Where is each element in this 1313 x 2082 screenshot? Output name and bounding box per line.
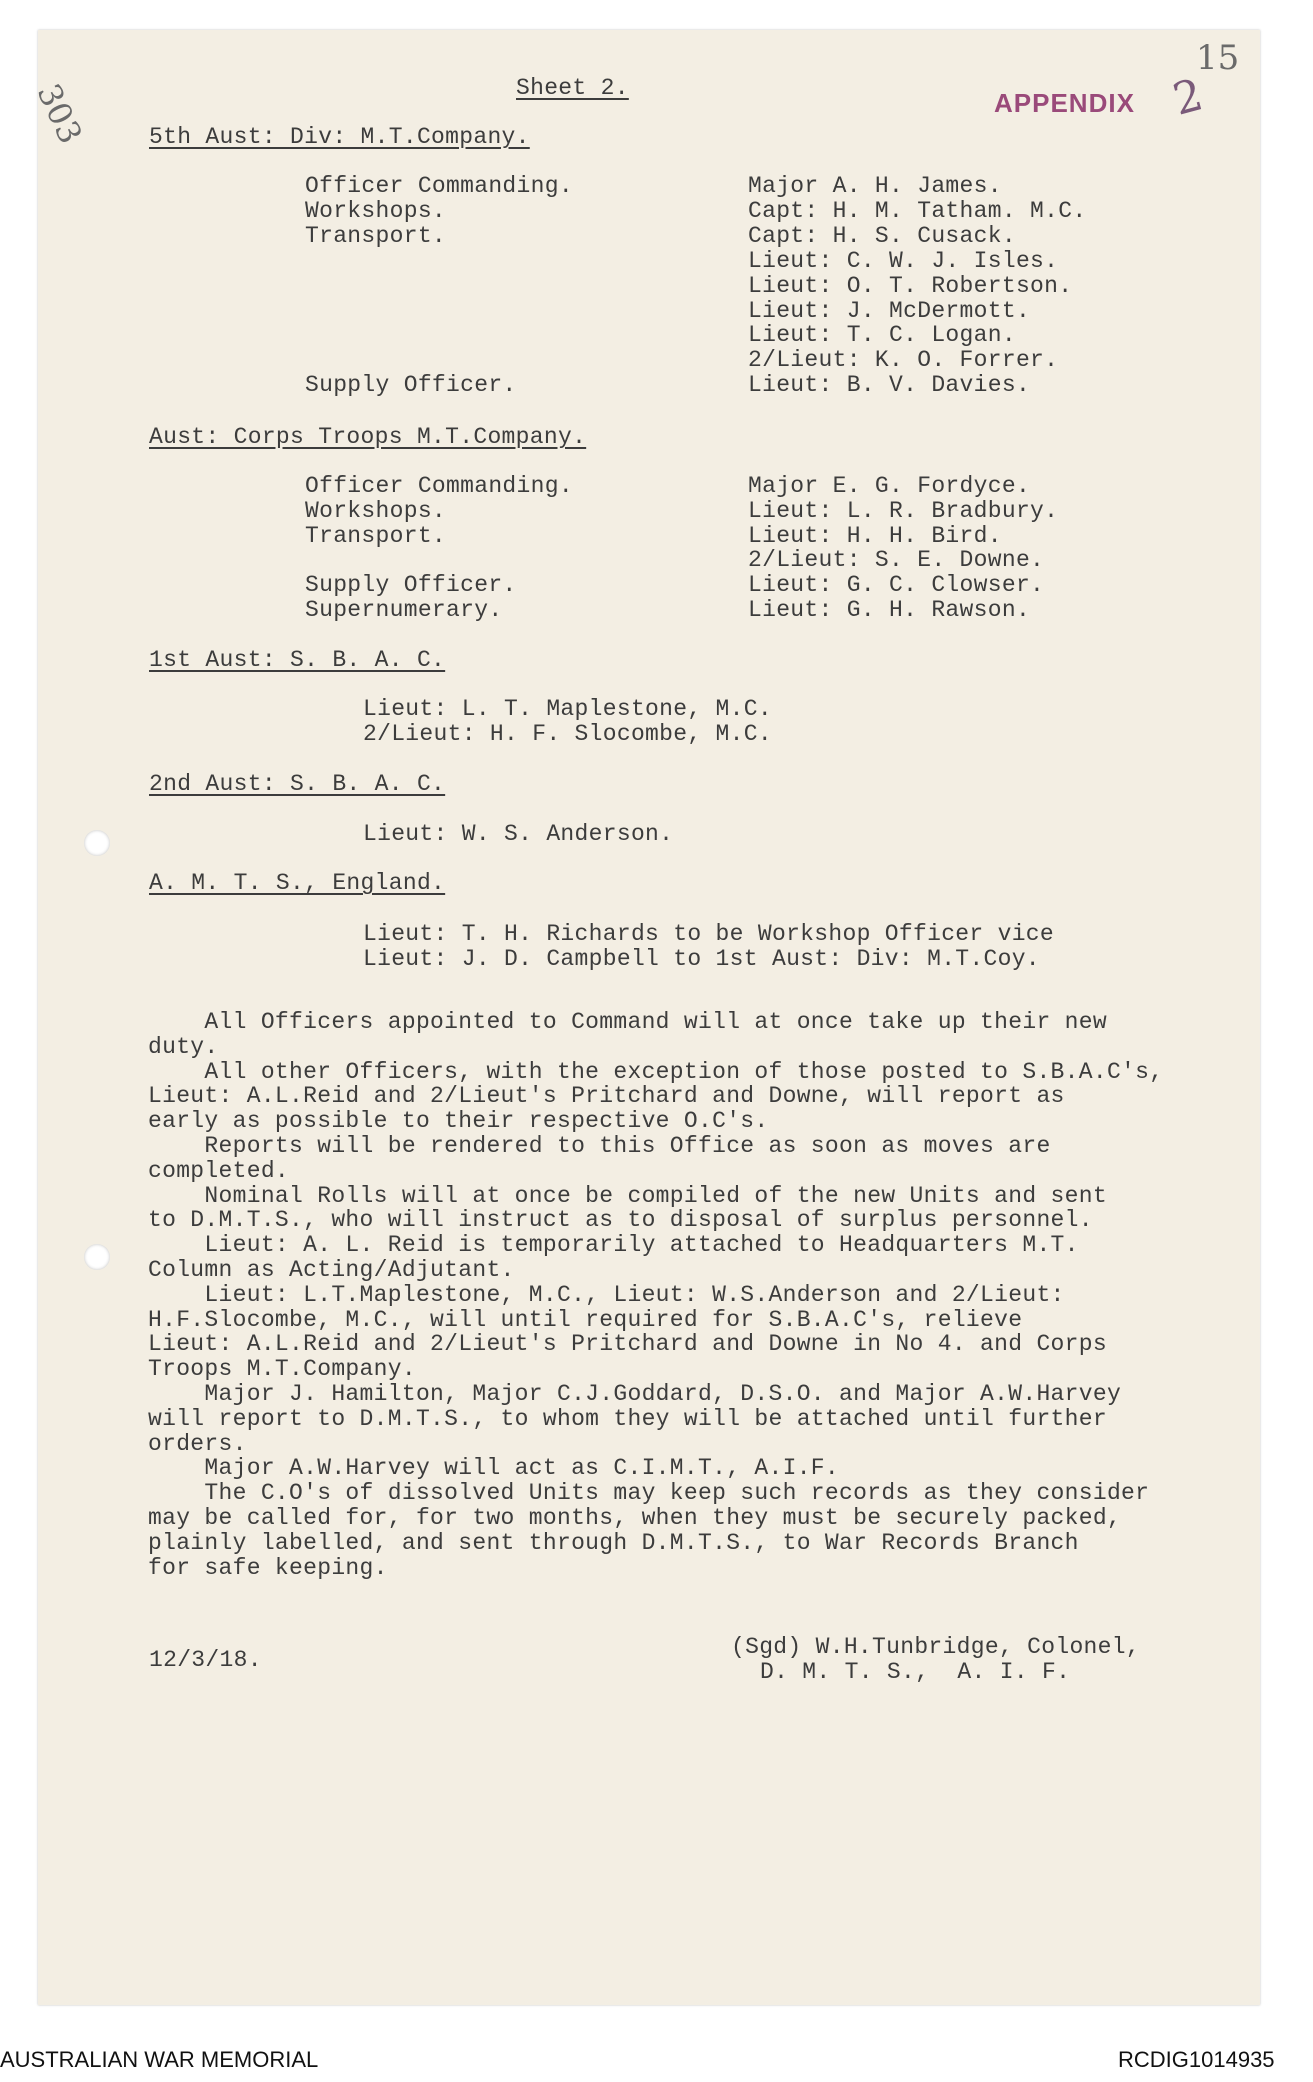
handwritten-folio-number: 303 xyxy=(29,78,90,150)
body-text-line: plainly labelled, and sent through D.M.T.S., to War Records Branch xyxy=(148,1529,1079,1556)
sheet-title: Sheet 2. xyxy=(516,75,629,101)
body-text-line: All Officers appointed to Command will at once take up their new xyxy=(148,1009,1107,1035)
corps-role: Workshops. xyxy=(305,497,447,524)
body-text-line: The C.O's of dissolved Units may keep such records as they consider xyxy=(148,1480,1150,1507)
body-text-line: Major A.W.Harvey will act as C.I.M.T., A.I.F. xyxy=(148,1455,840,1482)
body-text-line: will report to D.M.T.S., to whom they will be attached until further xyxy=(148,1405,1107,1432)
sbac2-line: Lieut: W. S. Anderson. xyxy=(363,821,674,847)
body-text-line: duty. xyxy=(148,1033,219,1060)
body-text-line: Troops M.T.Company. xyxy=(148,1356,416,1383)
div5-officer: Lieut: O. T. Robertson. xyxy=(748,272,1073,299)
handwritten-page-number: 15 xyxy=(1196,38,1240,78)
sbac1-line: Lieut: L. T. Maplestone, M.C. xyxy=(363,696,772,722)
body-text-line: Lieut: A. L. Reid is temporarily attached to Headquarters M.T. xyxy=(148,1232,1079,1259)
corps-officer: Major E. G. Fordyce. xyxy=(748,473,1031,499)
signature-title: D. M. T. S., A. I. F. xyxy=(760,1659,1071,1685)
div5-role: Officer Commanding. xyxy=(305,173,573,199)
div5-officer: 2/Lieut: K. O. Forrer. xyxy=(748,347,1059,374)
amts-line: Lieut: J. D. Campbell to 1st Aust: Div: M.T.Coy. xyxy=(363,946,1040,972)
body-text-line: Lieut: L.T.Maplestone, M.C., Lieut: W.S.Anderson and 2/Lieut: xyxy=(148,1281,1065,1308)
footer-archive-name: AUSTRALIAN WAR MEMORIAL xyxy=(0,2047,319,2072)
body-text-line: Lieut: A.L.Reid and 2/Lieut's Pritchard and Downe in No 4. and Corps xyxy=(148,1331,1107,1358)
div5-officer: Capt: H. M. Tatham. M.C. xyxy=(748,197,1087,224)
body-text-line: Column as Acting/Adjutant. xyxy=(148,1257,515,1283)
div5-officer: Lieut: C. W. J. Isles. xyxy=(748,247,1059,274)
div5-role: Supply Officer. xyxy=(305,372,517,399)
punch-hole xyxy=(84,1244,110,1270)
div5-officer: Capt: H. S. Cusack. xyxy=(748,222,1016,249)
section-heading-amts-england: A. M. T. S., England. xyxy=(149,870,446,896)
div5-officer: Lieut: T. C. Logan. xyxy=(748,322,1016,349)
section-heading-2nd-sbac: 2nd Aust: S. B. A. C. xyxy=(149,771,446,797)
corps-role: Transport. xyxy=(305,522,447,549)
corps-officer: 2/Lieut: S. E. Downe. xyxy=(748,547,1045,574)
body-text-line: H.F.Slocombe, M.C., will until required for S.B.A.C's, relieve xyxy=(148,1306,1023,1333)
corps-role: Supernumerary. xyxy=(305,597,503,623)
body-text-line: Lieut: A.L.Reid and 2/Lieut's Pritchard and Downe, will report as xyxy=(148,1083,1065,1110)
div5-officer: Lieut: J. McDermott. xyxy=(748,297,1031,324)
body-text-line: orders. xyxy=(148,1430,247,1457)
corps-officer: Lieut: G. H. Rawson. xyxy=(748,597,1031,623)
body-text-line: Reports will be rendered to this Office as soon as moves are xyxy=(148,1133,1051,1159)
signature-line: (Sgd) W.H.Tunbridge, Colonel, xyxy=(731,1634,1140,1660)
corps-role: Officer Commanding. xyxy=(305,473,573,499)
handwritten-appendix-number: 2 xyxy=(1167,69,1209,126)
footer-record-id: RCDIG1014935 xyxy=(1118,2047,1275,2072)
div5-officer: Major A. H. James. xyxy=(748,173,1002,199)
amts-line: Lieut: T. H. Richards to be Workshop Officer vice xyxy=(363,921,1055,947)
body-text-line: early as possible to their respective O.C's. xyxy=(148,1108,769,1135)
corps-officer: Lieut: G. C. Clowser. xyxy=(748,572,1045,599)
punch-hole xyxy=(84,830,110,856)
appendix-stamp: APPENDIX xyxy=(994,88,1135,118)
div5-officer: Lieut: B. V. Davies. xyxy=(748,372,1031,399)
corps-officer: Lieut: L. R. Bradbury. xyxy=(748,497,1059,524)
body-text-line: for safe keeping. xyxy=(148,1554,388,1581)
div5-role: Workshops. xyxy=(305,197,447,224)
corps-role: Supply Officer. xyxy=(305,572,517,599)
section-heading-1st-sbac: 1st Aust: S. B. A. C. xyxy=(149,647,446,673)
body-text-line: may be called for, for two months, when they must be securely packed, xyxy=(148,1505,1122,1531)
section-heading-corps-troops: Aust: Corps Troops M.T.Company. xyxy=(149,424,587,450)
section-heading-5th-div: 5th Aust: Div: M.T.Company. xyxy=(149,124,530,150)
body-text-line: Major J. Hamilton, Major C.J.Goddard, D.S.O. and Major A.W.Harvey xyxy=(148,1381,1122,1407)
div5-role: Transport. xyxy=(305,222,447,249)
corps-officer: Lieut: H. H. Bird. xyxy=(748,522,1002,549)
document-date: 12/3/18. xyxy=(149,1647,262,1673)
sbac1-line: 2/Lieut: H. F. Slocombe, M.C. xyxy=(363,721,772,747)
body-text-line: completed. xyxy=(148,1157,290,1184)
body-text-line: to D.M.T.S., who will instruct as to disposal of surplus personnel. xyxy=(148,1207,1093,1234)
body-text-line: Nominal Rolls will at once be compiled of the new Units and sent xyxy=(148,1182,1107,1209)
body-text-line: All other Officers, with the exception of those posted to S.B.A.C's, xyxy=(148,1058,1164,1085)
